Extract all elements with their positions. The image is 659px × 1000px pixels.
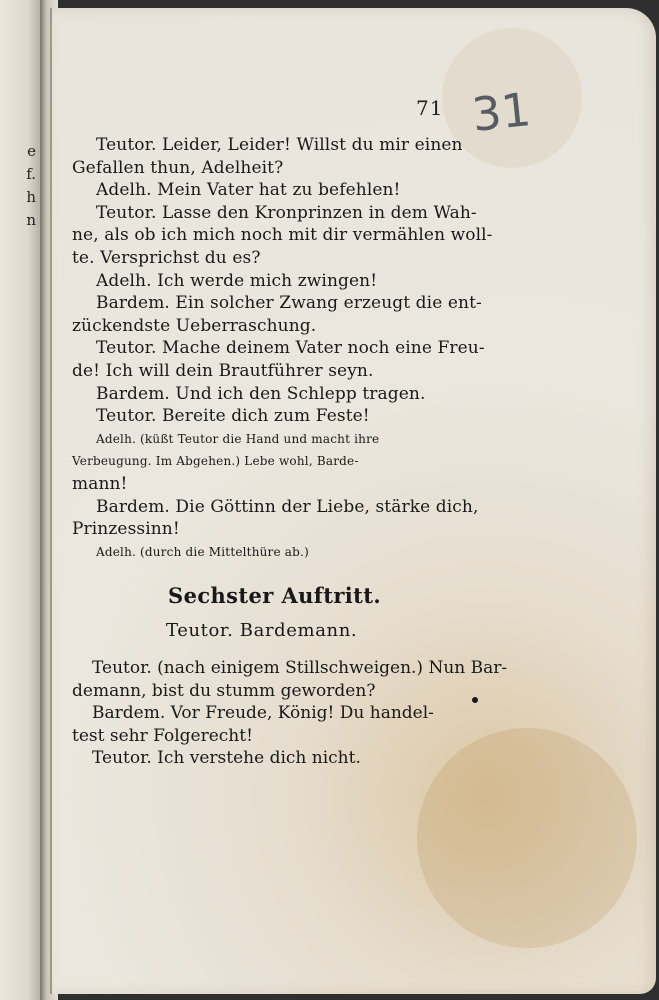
ink-spot	[472, 697, 478, 703]
text-line: Teutor. Mache deinem Vater noch eine Freu-	[96, 338, 485, 359]
text-line: Bardem. Vor Freude, König! Du handel-	[92, 703, 434, 724]
text-line: Adelh. Mein Vater hat zu befehlen!	[96, 180, 401, 201]
page-number: 71	[416, 96, 444, 120]
text-line: ne, als ob ich mich noch mit dir vermählen woll-	[72, 225, 493, 246]
text-line: Bardem. Die Göttinn der Liebe, stärke dich,	[96, 496, 479, 517]
facing-letter: e	[27, 142, 36, 160]
dialogue-block	[72, 134, 493, 563]
facing-page-edge	[0, 0, 42, 1000]
text-line: mann!	[72, 473, 128, 494]
text-line: Bardem. Und ich den Schlepp tragen.	[96, 383, 426, 404]
text-line: Bardem. Ein solcher Zwang erzeugt die ent-	[96, 293, 482, 314]
paper-stain	[417, 728, 637, 948]
facing-letter: h	[26, 188, 36, 206]
facing-letter: f.	[26, 165, 36, 183]
text-line: Adelh. (durch die Mittelthüre ab.)	[96, 544, 309, 559]
text-line: Teutor. Bereite dich zum Feste!	[96, 406, 370, 427]
text-line: demann, bist du stumm geworden?	[72, 680, 376, 701]
scene-heading: Sechster Auftritt.	[168, 583, 382, 608]
facing-letter: n	[26, 211, 36, 229]
text-line: Teutor. Lasse den Kronprinzen in dem Wah-	[96, 202, 477, 223]
text-line: Teutor. (nach einigem Stillschweigen.) Nun Bar-	[92, 658, 508, 678]
facing-page-letters	[26, 140, 36, 232]
text-line: Prinzessinn!	[72, 519, 180, 540]
text-line: Adelh. Ich werde mich zwingen!	[96, 270, 378, 291]
text-line: zückendste Ueberraschung.	[72, 315, 317, 336]
text-line: de! Ich will dein Brautführer seyn.	[72, 360, 374, 381]
text-line: te. Versprichst du es?	[72, 247, 261, 268]
text-line: Gefallen thun, Adelheit?	[72, 157, 284, 178]
scene-characters: Teutor. Bardemann.	[166, 620, 358, 641]
scene-dialogue-block	[72, 657, 508, 770]
text-line: Verbeugung. Im Abgehen.) Lebe wohl, Barde-	[72, 454, 359, 469]
text-line: test sehr Folgerecht!	[72, 725, 253, 746]
text-line: Teutor. Leider, Leider! Willst du mir einen	[96, 135, 463, 155]
handwritten-page-number: 31	[469, 82, 534, 142]
text-line: Teutor. Ich verstehe dich nicht.	[92, 748, 361, 769]
text-line: Adelh. (küßt Teutor die Hand und macht ihre	[96, 431, 380, 446]
